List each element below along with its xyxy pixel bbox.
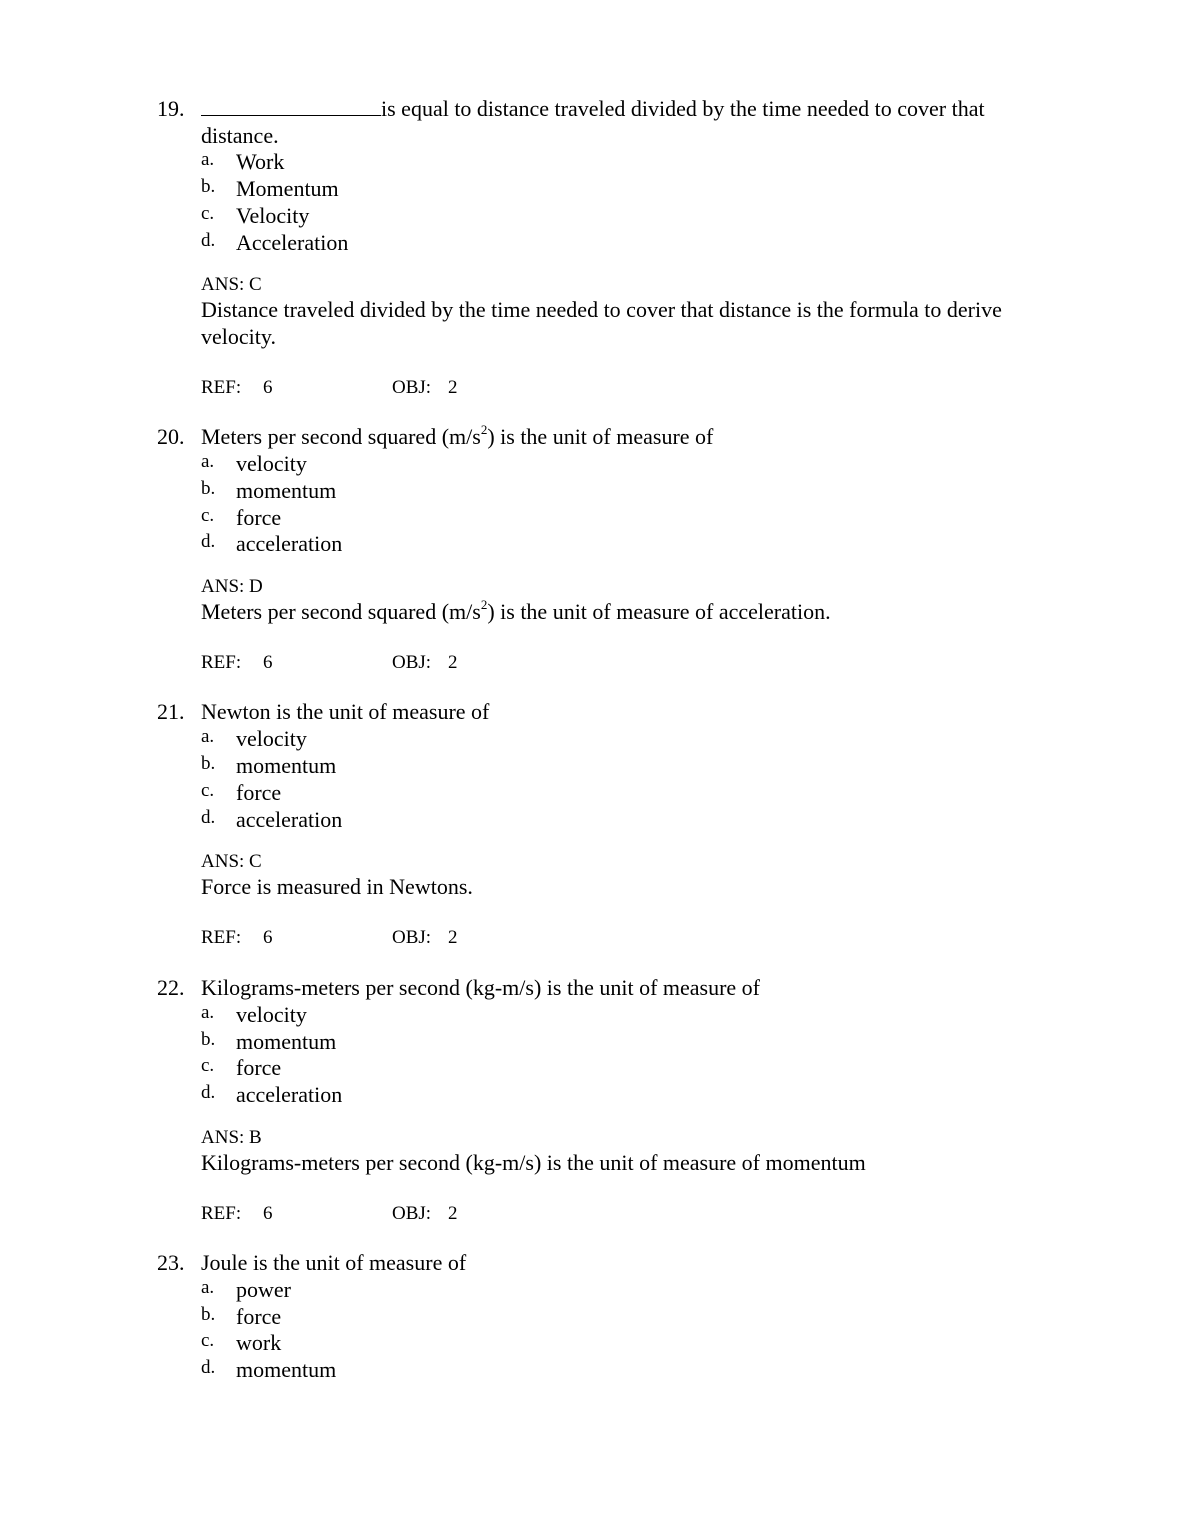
option-text: momentum bbox=[236, 478, 337, 503]
ref-label: REF: bbox=[201, 1203, 242, 1224]
option-text: Velocity bbox=[236, 203, 310, 228]
answer-explanation: Force is measured in Newtons. bbox=[201, 874, 473, 899]
question-number: 23. bbox=[157, 1250, 185, 1275]
obj-value: 2 bbox=[448, 652, 458, 673]
option-text: momentum bbox=[236, 1029, 337, 1054]
obj-value: 2 bbox=[448, 377, 458, 398]
option-letter: d. bbox=[201, 230, 216, 251]
option-letter: b. bbox=[201, 478, 216, 499]
ref-value: 6 bbox=[263, 652, 273, 673]
ref-label: REF: bbox=[201, 377, 242, 398]
option-text: momentum bbox=[236, 753, 337, 778]
ref-value: 6 bbox=[263, 377, 273, 398]
answer-explanation bbox=[201, 598, 1061, 625]
option-letter: c. bbox=[201, 1055, 215, 1076]
question-number: 20. bbox=[157, 424, 185, 449]
option-letter: b. bbox=[201, 1304, 216, 1325]
option-letter: d. bbox=[201, 531, 216, 552]
option-text: force bbox=[236, 780, 282, 805]
answer-key: ANS: D bbox=[201, 576, 263, 597]
option-letter: d. bbox=[201, 1082, 216, 1103]
question-number: 21. bbox=[157, 699, 185, 724]
question-stem: Newton is the unit of measure of bbox=[201, 699, 490, 724]
option-letter: b. bbox=[201, 1029, 216, 1050]
option-text: momentum bbox=[236, 1357, 337, 1382]
question-stem-text: is equal to distance traveled divided by the time needed to cover that distance. bbox=[201, 96, 985, 148]
obj-label: OBJ: bbox=[392, 927, 432, 948]
explanation-text: Meters per second squared (m/s bbox=[201, 599, 481, 624]
answer-key: ANS: C bbox=[201, 851, 262, 872]
option-text: Work bbox=[236, 149, 285, 174]
option-letter: c. bbox=[201, 203, 215, 224]
ref-label: REF: bbox=[201, 652, 242, 673]
superscript: 2 bbox=[480, 596, 488, 612]
answer-explanation: Distance traveled divided by the time needed to cover that distance is the formula to derive velocity. bbox=[201, 297, 1002, 349]
question-stem-text: ) is the unit of measure of bbox=[487, 424, 714, 449]
option-letter: c. bbox=[201, 505, 215, 526]
option-text: velocity bbox=[236, 1002, 307, 1027]
question-number: 22. bbox=[157, 975, 185, 1000]
ref-label: REF: bbox=[201, 927, 242, 948]
answer-explanation: Kilograms-meters per second (kg-m/s) is the unit of measure of momentum bbox=[201, 1150, 866, 1175]
obj-label: OBJ: bbox=[392, 377, 432, 398]
explanation-text: ) is the unit of measure of acceleration. bbox=[487, 599, 831, 624]
obj-value: 2 bbox=[448, 1203, 458, 1224]
question-stem bbox=[201, 423, 1061, 450]
option-text: Momentum bbox=[236, 176, 339, 201]
option-text: Acceleration bbox=[236, 230, 349, 255]
ref-value: 6 bbox=[263, 1203, 273, 1224]
option-letter: c. bbox=[201, 780, 215, 801]
option-letter: a. bbox=[201, 1002, 215, 1023]
question-stem: Kilograms-meters per second (kg-m/s) is the unit of measure of bbox=[201, 975, 761, 1000]
option-text: acceleration bbox=[236, 807, 343, 832]
ref-value: 6 bbox=[263, 927, 273, 948]
answer-key: ANS: C bbox=[201, 274, 262, 295]
option-letter: a. bbox=[201, 451, 215, 472]
option-letter: a. bbox=[201, 1277, 215, 1298]
option-text: work bbox=[236, 1330, 282, 1355]
question-stem bbox=[201, 95, 1061, 149]
question-number: 19. bbox=[157, 96, 185, 121]
superscript: 2 bbox=[480, 421, 488, 437]
option-text: force bbox=[236, 1055, 282, 1080]
option-text: velocity bbox=[236, 726, 307, 751]
fill-in-blank bbox=[201, 95, 381, 116]
option-letter: b. bbox=[201, 176, 216, 197]
option-text: acceleration bbox=[236, 1082, 343, 1107]
option-letter: b. bbox=[201, 753, 216, 774]
option-letter: a. bbox=[201, 726, 215, 747]
obj-value: 2 bbox=[448, 927, 458, 948]
option-text: force bbox=[236, 505, 282, 530]
option-letter: a. bbox=[201, 149, 215, 170]
obj-label: OBJ: bbox=[392, 1203, 432, 1224]
option-letter: d. bbox=[201, 1357, 216, 1378]
option-letter: c. bbox=[201, 1330, 215, 1351]
option-text: force bbox=[236, 1304, 282, 1329]
question-stem: Joule is the unit of measure of bbox=[201, 1250, 467, 1275]
option-text: power bbox=[236, 1277, 291, 1302]
option-text: velocity bbox=[236, 451, 307, 476]
option-text: acceleration bbox=[236, 531, 343, 556]
obj-label: OBJ: bbox=[392, 652, 432, 673]
option-letter: d. bbox=[201, 807, 216, 828]
answer-key: ANS: B bbox=[201, 1127, 262, 1148]
question-stem-text: Meters per second squared (m/s bbox=[201, 424, 481, 449]
